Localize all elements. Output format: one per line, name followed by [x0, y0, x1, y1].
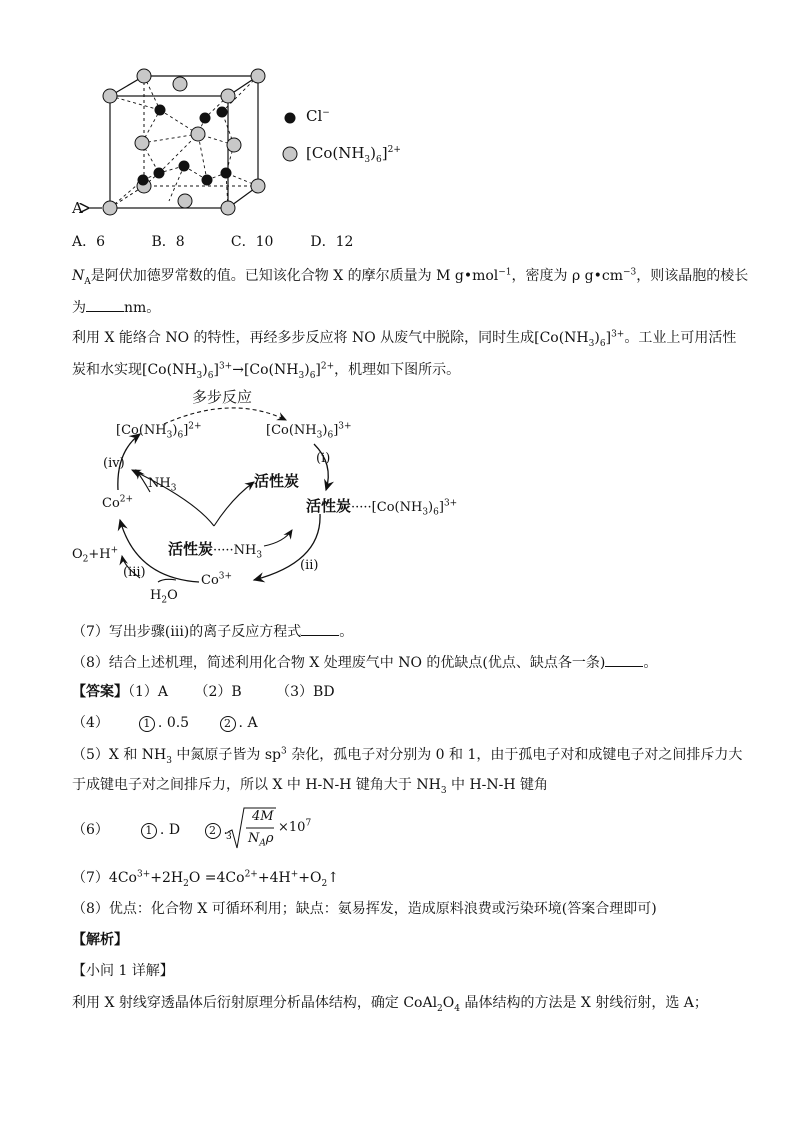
- option-a: A．6: [72, 234, 106, 250]
- mech-top-label: 多步反应: [192, 388, 253, 406]
- option-b: B．8: [151, 234, 185, 250]
- q6-line1: $N_A$是阿伏加德罗常数的值。已知该化合物 X 的摩尔质量为 M g•mol$^{-1}$，密度为 ρ $g•cm^{-3}$，则该晶胞的棱长: [72, 267, 749, 287]
- mech-carbon-co3: 活性炭$\cdot\cdot\cdot\cdot\cdot[Co(NH_3)_6]^{3+}$: [306, 497, 458, 518]
- answer-line5b: 于成键电子对之间排斥力，所以 X 中 H-N-H 键角大于 $NH_3$ 中 H-N-H 键角: [72, 777, 549, 796]
- mech-step-i: (i): [316, 451, 331, 466]
- answer-line8: （8）优点：化合物 X 可循环利用；缺点：氨易挥发，造成原料浪费或污染环境(答案合理即可): [72, 901, 657, 917]
- q8-blank: [605, 652, 643, 667]
- mech-nh3-left: $NH_3$: [148, 476, 177, 494]
- mech-o2h: $O_2+H^+$: [72, 545, 119, 565]
- axis-label-a: A: [72, 199, 83, 217]
- mech-carbon-nh3: 活性炭$\cdot\cdot\cdot\cdot\cdot NH_3$: [168, 540, 263, 561]
- mech-co3-complex: $[Co(NH_3)_6]^{3+}$: [266, 421, 352, 441]
- answer-line4: （4） 1 . 0.5 2 . A: [72, 715, 258, 731]
- intro-line1: 利用 X 能络合 NO 的特性，再经多步反应将 NO 从废气中脱除，同时生成$[Co(NH_3)_6]^{3+}$。工业上可用活性: [72, 329, 737, 349]
- mech-step-iv: (iv): [103, 456, 125, 471]
- mech-step-ii: (ii): [300, 558, 319, 573]
- formula-times: $\times 10^7$: [278, 818, 312, 835]
- q7-blank: [301, 621, 339, 636]
- options-row: [72, 232, 353, 252]
- answer-line6: （6） 1 . D 2 .: [72, 822, 228, 838]
- mech-h2o: $H_2O$: [150, 588, 178, 606]
- q7-line: （7）写出步骤(iii)的离子反应方程式 。: [72, 621, 353, 642]
- mech-co3: $Co^{3+}$: [201, 571, 233, 588]
- legend-cl: Cl−: [306, 107, 330, 125]
- analysis-sub1: 【小问 1 详解】: [72, 963, 174, 979]
- answer-line1: 【答案】（1）A （2）B （3）BD: [72, 684, 335, 700]
- crystal-cell-diagram: [66, 62, 406, 222]
- formula-denominator: $N_A\rho$: [248, 831, 274, 849]
- formula-numerator: 4M: [252, 809, 274, 824]
- mech-carbon-top: 活性炭: [254, 472, 300, 490]
- analysis-text: 利用 X 射线穿透晶体后衍射原理分析晶体结构，确定 $CoAl_2O_4$ 晶体结构的方法是 X 射线衍射，选 A；: [72, 995, 708, 1014]
- analysis-label: 【解析】: [72, 932, 128, 948]
- answer-label: 【答案】: [72, 684, 128, 700]
- mech-step-iii: (iii): [123, 565, 146, 580]
- svg-text:3: 3: [226, 832, 232, 842]
- option-d: D．12: [310, 234, 354, 250]
- q6-line2: 为 nm。: [72, 297, 160, 318]
- answer-line5a: （5）X 和 $NH_3$ 中氮原子皆为 $sp^3$ 杂化，孤电子对分别为 0 和 1，由于孤电子对和成键电子对之间排斥力大: [72, 746, 743, 766]
- option-c: C．10: [230, 234, 274, 250]
- legend-co-complex: $[Co(NH_3)_6]^{2+}$: [306, 144, 401, 165]
- intro-line2: 炭和水实现$[Co(NH_3)_6]^{3+}\to[Co(NH_3)_6]^{2+}$，机理如下图所示。: [72, 361, 461, 381]
- answer-blank: [86, 297, 124, 312]
- q8-line: （8）结合上述机理，简述利用化合物 X 处理废气中 NO 的优缺点(优点、缺点各一条) 。: [72, 652, 657, 673]
- mech-co2: $Co^{2+}$: [102, 494, 134, 511]
- mech-co2-complex: $[Co(NH_3)_6]^{2+}$: [116, 421, 202, 441]
- answer-line7: $(7)4Co^{3+}+2H_2O$ $=4Co^{2+}+4H^++O_2↑$: [72, 869, 339, 889]
